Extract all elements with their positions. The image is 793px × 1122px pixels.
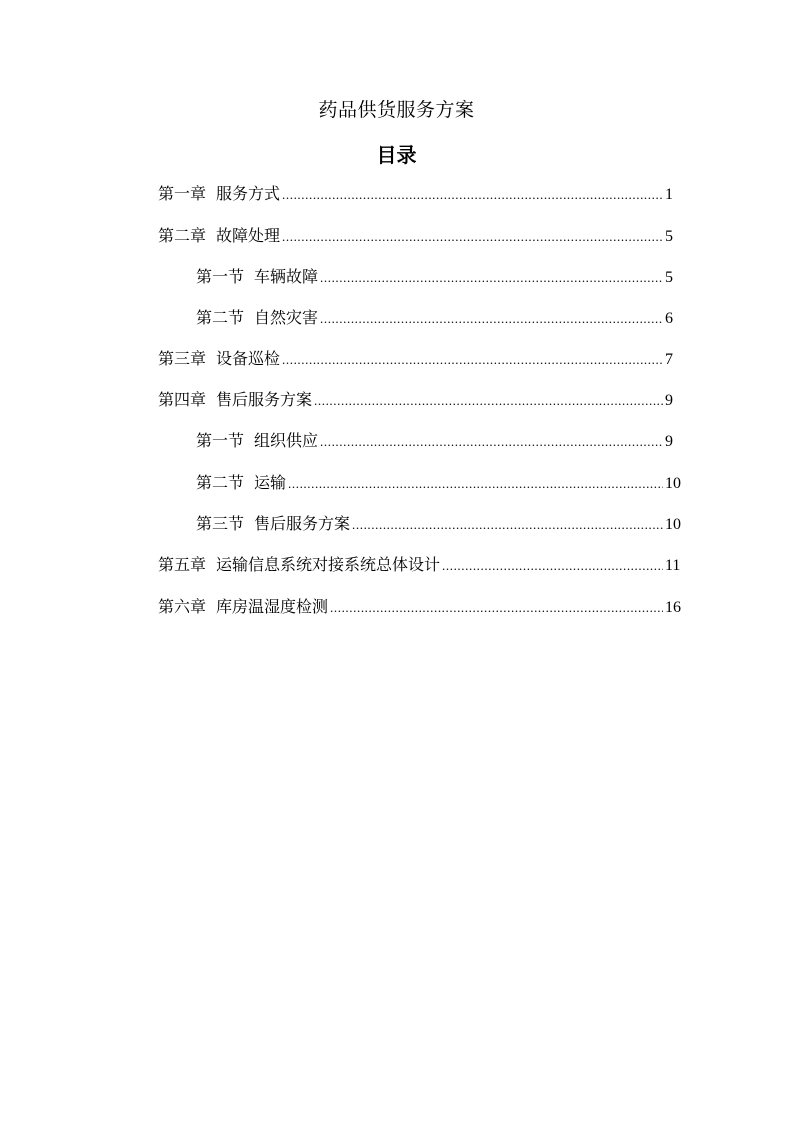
toc-entry-title: 故障处理: [216, 226, 281, 245]
toc-entry-section-4-3[interactable]: [196, 511, 681, 537]
toc-entry-number: 第五章: [158, 555, 207, 574]
toc-entry-section-2-2[interactable]: [196, 305, 673, 331]
toc-entry-page: 7: [665, 351, 673, 368]
toc-entry-page: 16: [665, 599, 681, 616]
toc-dot-leader: [288, 471, 663, 497]
toc-dot-leader: [282, 347, 663, 373]
toc-entry-chapter-2[interactable]: [158, 223, 673, 249]
toc-entry-title: 组织供应: [254, 431, 319, 450]
toc-entry-page: 9: [665, 392, 673, 409]
toc-entry-page: 10: [665, 516, 681, 533]
toc-entry-title: 运输信息系统对接系统总体设计: [216, 555, 441, 574]
toc-entry-page: 9: [665, 433, 673, 450]
toc-entry-number: 第二章: [158, 226, 207, 245]
toc-entry-number: 第二节: [196, 473, 245, 492]
toc-dot-leader: [282, 182, 663, 208]
toc-entry-page: 5: [665, 269, 673, 286]
toc-entry-page: 11: [665, 557, 681, 574]
toc-entry-page: 10: [665, 475, 681, 492]
toc-entry-title: 服务方式: [216, 184, 281, 203]
toc-entry-chapter-5[interactable]: [158, 552, 681, 578]
toc-entry-page: 5: [665, 228, 673, 245]
toc-entry-title: 自然灾害: [254, 308, 319, 327]
toc-entry-page: 1: [665, 186, 673, 203]
toc-entry-title: 运输: [254, 473, 287, 492]
toc-entry-chapter-6[interactable]: [158, 594, 681, 620]
toc-heading: 目录: [376, 143, 417, 167]
toc-entry-page: 6: [665, 310, 673, 327]
toc-dot-leader: [330, 595, 663, 621]
toc-entry-number: 第一章: [158, 184, 207, 203]
toc-entry-title: 车辆故障: [254, 267, 319, 286]
toc-entry-number: 第三节: [196, 514, 245, 533]
toc-entry-number: 第三章: [158, 349, 207, 368]
toc-dot-leader: [282, 224, 663, 250]
toc-dot-leader: [320, 265, 663, 291]
toc-dot-leader: [352, 512, 663, 538]
toc-entry-title: 库房温湿度检测: [216, 597, 329, 616]
toc-entry-section-2-1[interactable]: [196, 264, 673, 290]
toc-dot-leader: [320, 306, 663, 332]
toc-entry-title: 售后服务方案: [254, 514, 351, 533]
toc-entry-chapter-1[interactable]: [158, 181, 673, 207]
toc-entry-title: 售后服务方案: [216, 390, 313, 409]
toc-entry-number: 第四章: [158, 390, 207, 409]
document-title: 药品供货服务方案: [318, 99, 475, 121]
toc-entry-chapter-4[interactable]: [158, 387, 673, 413]
toc-dot-leader: [314, 388, 663, 414]
toc-dot-leader: [320, 429, 663, 455]
toc-entry-section-4-2[interactable]: [196, 470, 681, 496]
toc-entry-number: 第二节: [196, 308, 245, 327]
toc-entry-number: 第一节: [196, 431, 245, 450]
toc-entry-title: 设备巡检: [216, 349, 281, 368]
toc-entry-number: 第一节: [196, 267, 245, 286]
toc-entry-number: 第六章: [158, 597, 207, 616]
toc-dot-leader: [442, 553, 663, 579]
toc-entry-chapter-3[interactable]: [158, 346, 673, 372]
toc-entry-section-4-1[interactable]: [196, 428, 673, 454]
